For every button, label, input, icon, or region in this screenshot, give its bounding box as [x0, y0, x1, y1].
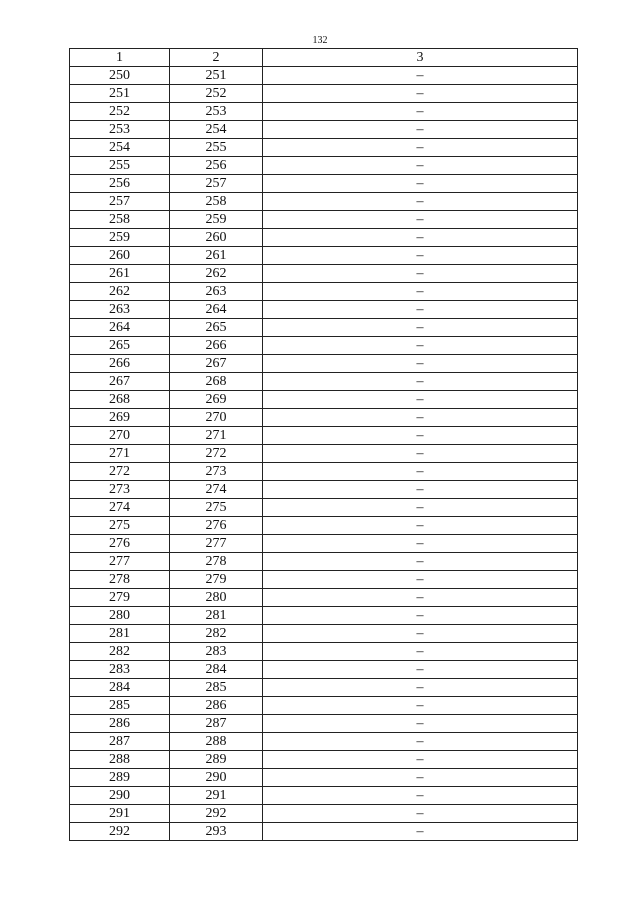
table-row — [70, 679, 578, 697]
table-cell-col-1: 291 — [70, 805, 170, 823]
table-cell-col-1: 273 — [70, 481, 170, 499]
table-row — [70, 607, 578, 625]
table-cell-col-2: 280 — [170, 589, 263, 607]
table-cell-col-2: 260 — [170, 229, 263, 247]
table-cell-col-1: 260 — [70, 247, 170, 265]
table-cell-col-3: – — [263, 391, 578, 409]
table-cell-col-1: 261 — [70, 265, 170, 283]
table-row — [70, 409, 578, 427]
table-cell-col-3: – — [263, 427, 578, 445]
table-cell-col-1: 262 — [70, 283, 170, 301]
table-cell-col-1: 286 — [70, 715, 170, 733]
table-row — [70, 175, 578, 193]
table-cell-col-1: 255 — [70, 157, 170, 175]
table-cell-col-3: – — [263, 661, 578, 679]
table-cell-col-1: 250 — [70, 67, 170, 85]
table-cell-col-3: – — [263, 625, 578, 643]
table-cell-col-3: – — [263, 337, 578, 355]
table-cell-col-2: 267 — [170, 355, 263, 373]
table-cell-col-2: 251 — [170, 67, 263, 85]
table-cell-col-3: – — [263, 787, 578, 805]
table-row — [70, 229, 578, 247]
table-cell-col-2: 263 — [170, 283, 263, 301]
table-row — [70, 283, 578, 301]
table-row — [70, 391, 578, 409]
table-cell-col-3: – — [263, 373, 578, 391]
table-cell-col-1: 268 — [70, 391, 170, 409]
table-row — [70, 67, 578, 85]
table-row — [70, 265, 578, 283]
table-cell-col-1: 283 — [70, 661, 170, 679]
table-cell-col-3: – — [263, 139, 578, 157]
table-cell-col-1: 285 — [70, 697, 170, 715]
table-cell-col-2: 270 — [170, 409, 263, 427]
table-row — [70, 301, 578, 319]
table-cell-col-3: – — [263, 589, 578, 607]
table-row — [70, 517, 578, 535]
table-cell-col-1: 265 — [70, 337, 170, 355]
table-cell-col-1: 278 — [70, 571, 170, 589]
table-row — [70, 463, 578, 481]
table-cell-col-2: 279 — [170, 571, 263, 589]
table-cell-col-3: – — [263, 733, 578, 751]
table-cell-col-2: 290 — [170, 769, 263, 787]
table-cell-col-1: 279 — [70, 589, 170, 607]
table-cell-col-3: – — [263, 679, 578, 697]
table-cell-col-2: 252 — [170, 85, 263, 103]
table-cell-col-1: 287 — [70, 733, 170, 751]
table-cell-col-3: – — [263, 67, 578, 85]
table-row — [70, 625, 578, 643]
table-cell-col-2: 271 — [170, 427, 263, 445]
table-cell-col-3: – — [263, 715, 578, 733]
table-cell-col-2: 264 — [170, 301, 263, 319]
table-cell-col-3: – — [263, 319, 578, 337]
table-cell-col-3: – — [263, 121, 578, 139]
table-row — [70, 337, 578, 355]
table-cell-col-2: 261 — [170, 247, 263, 265]
table-cell-col-3: – — [263, 571, 578, 589]
table-cell-col-2: 262 — [170, 265, 263, 283]
table-cell-col-2: 285 — [170, 679, 263, 697]
table-row — [70, 427, 578, 445]
table-row — [70, 733, 578, 751]
table-cell-col-2: 276 — [170, 517, 263, 535]
table-row — [70, 445, 578, 463]
table-cell-col-1: 253 — [70, 121, 170, 139]
table-cell-col-1: 258 — [70, 211, 170, 229]
table-cell-col-3: – — [263, 481, 578, 499]
table-row — [70, 499, 578, 517]
table-cell-col-2: 277 — [170, 535, 263, 553]
table-cell-col-2: 257 — [170, 175, 263, 193]
table-cell-col-2: 274 — [170, 481, 263, 499]
table-cell-col-3: – — [263, 229, 578, 247]
table-row — [70, 121, 578, 139]
table-cell-col-2: 253 — [170, 103, 263, 121]
table-row — [70, 805, 578, 823]
table-cell-col-2: 289 — [170, 751, 263, 769]
table-cell-col-3: – — [263, 463, 578, 481]
table-cell-col-3: – — [263, 607, 578, 625]
table-cell-col-3: – — [263, 301, 578, 319]
table-cell-col-3: – — [263, 697, 578, 715]
table-cell-col-1: 292 — [70, 823, 170, 841]
table-row — [70, 571, 578, 589]
table-row — [70, 787, 578, 805]
table-row — [70, 643, 578, 661]
table-cell-col-2: 272 — [170, 445, 263, 463]
page-number: 132 — [312, 35, 328, 46]
table-cell-col-1: 280 — [70, 607, 170, 625]
table-cell-col-2: 256 — [170, 157, 263, 175]
column-header-3: 3 — [263, 49, 578, 67]
table-cell-col-3: – — [263, 355, 578, 373]
table-cell-col-3: – — [263, 517, 578, 535]
table-cell-col-2: 286 — [170, 697, 263, 715]
table-cell-col-2: 265 — [170, 319, 263, 337]
table-cell-col-2: 282 — [170, 625, 263, 643]
table-cell-col-2: 293 — [170, 823, 263, 841]
table-row — [70, 193, 578, 211]
table-cell-col-3: – — [263, 211, 578, 229]
table-cell-col-1: 290 — [70, 787, 170, 805]
table-cell-col-3: – — [263, 85, 578, 103]
table-cell-col-3: – — [263, 499, 578, 517]
table-row — [70, 319, 578, 337]
table-row — [70, 661, 578, 679]
table-cell-col-1: 256 — [70, 175, 170, 193]
table-cell-col-3: – — [263, 103, 578, 121]
table-cell-col-1: 263 — [70, 301, 170, 319]
table-row — [70, 481, 578, 499]
table-cell-col-1: 289 — [70, 769, 170, 787]
table-cell-col-1: 288 — [70, 751, 170, 769]
table-cell-col-2: 259 — [170, 211, 263, 229]
table-cell-col-2: 268 — [170, 373, 263, 391]
table-cell-col-3: – — [263, 409, 578, 427]
table-row — [70, 751, 578, 769]
data-table — [69, 48, 578, 841]
table-cell-col-1: 281 — [70, 625, 170, 643]
table-cell-col-2: 292 — [170, 805, 263, 823]
table-row — [70, 247, 578, 265]
table-row — [70, 373, 578, 391]
table-cell-col-3: – — [263, 823, 578, 841]
table-cell-col-1: 252 — [70, 103, 170, 121]
table-cell-col-1: 259 — [70, 229, 170, 247]
table-row — [70, 769, 578, 787]
table-cell-col-2: 291 — [170, 787, 263, 805]
table-row — [70, 697, 578, 715]
table-cell-col-2: 258 — [170, 193, 263, 211]
table-cell-col-1: 254 — [70, 139, 170, 157]
table-cell-col-1: 275 — [70, 517, 170, 535]
table-cell-col-1: 276 — [70, 535, 170, 553]
table-cell-col-3: – — [263, 553, 578, 571]
table-cell-col-3: – — [263, 193, 578, 211]
table-row — [70, 589, 578, 607]
table-cell-col-1: 282 — [70, 643, 170, 661]
table-body — [70, 67, 578, 841]
table-row — [70, 103, 578, 121]
table-row — [70, 823, 578, 841]
table-cell-col-2: 284 — [170, 661, 263, 679]
table-cell-col-3: – — [263, 535, 578, 553]
column-header-1: 1 — [70, 49, 170, 67]
table-cell-col-2: 269 — [170, 391, 263, 409]
column-header-2: 2 — [170, 49, 263, 67]
table-cell-col-2: 255 — [170, 139, 263, 157]
table-cell-col-3: – — [263, 805, 578, 823]
table-cell-col-1: 274 — [70, 499, 170, 517]
table-cell-col-3: – — [263, 283, 578, 301]
table-row — [70, 535, 578, 553]
table-cell-col-3: – — [263, 769, 578, 787]
table-row — [70, 355, 578, 373]
table-row — [70, 139, 578, 157]
table-row — [70, 553, 578, 571]
table-cell-col-3: – — [263, 445, 578, 463]
table-cell-col-1: 277 — [70, 553, 170, 571]
table-cell-col-2: 288 — [170, 733, 263, 751]
table-cell-col-2: 278 — [170, 553, 263, 571]
table-cell-col-1: 267 — [70, 373, 170, 391]
table-cell-col-3: – — [263, 247, 578, 265]
table-cell-col-2: 283 — [170, 643, 263, 661]
table-cell-col-1: 257 — [70, 193, 170, 211]
table-cell-col-3: – — [263, 157, 578, 175]
table-cell-col-3: – — [263, 751, 578, 769]
table-cell-col-1: 251 — [70, 85, 170, 103]
table-row — [70, 157, 578, 175]
table-cell-col-1: 264 — [70, 319, 170, 337]
table-cell-col-1: 284 — [70, 679, 170, 697]
table-cell-col-2: 275 — [170, 499, 263, 517]
table-header-row — [70, 49, 578, 67]
table-cell-col-2: 281 — [170, 607, 263, 625]
table-row — [70, 211, 578, 229]
table-cell-col-1: 271 — [70, 445, 170, 463]
table-cell-col-2: 287 — [170, 715, 263, 733]
table-cell-col-1: 272 — [70, 463, 170, 481]
table-cell-col-1: 266 — [70, 355, 170, 373]
table-row — [70, 85, 578, 103]
table-cell-col-2: 254 — [170, 121, 263, 139]
table-cell-col-3: – — [263, 643, 578, 661]
table-row — [70, 715, 578, 733]
table-cell-col-2: 273 — [170, 463, 263, 481]
table-cell-col-3: – — [263, 265, 578, 283]
table-cell-col-3: – — [263, 175, 578, 193]
table-cell-col-2: 266 — [170, 337, 263, 355]
table-cell-col-1: 269 — [70, 409, 170, 427]
table-cell-col-1: 270 — [70, 427, 170, 445]
